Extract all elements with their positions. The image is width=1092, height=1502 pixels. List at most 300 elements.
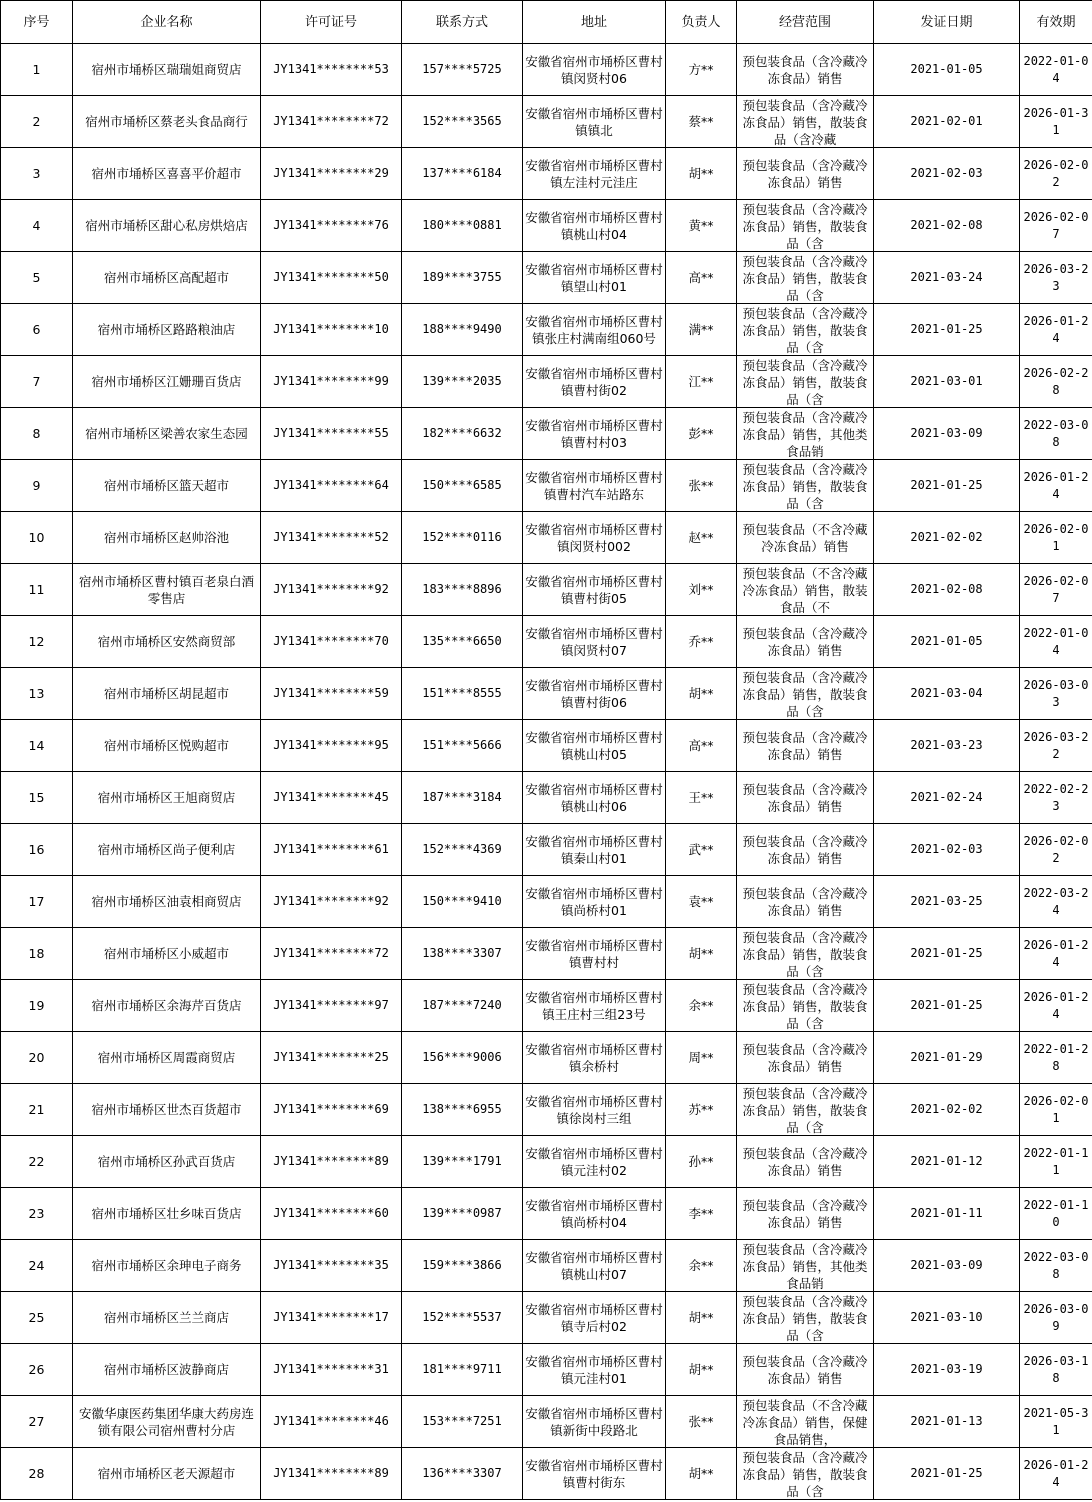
- cell-valid: [1020, 668, 1092, 720]
- cell-valid-text: 2026-02-01: [1023, 1093, 1089, 1125]
- table-row: [1, 1344, 1092, 1396]
- cell-address-text: 安徽省宿州市埇桥区曹村镇曹村街05: [525, 573, 663, 606]
- cell-scope: [737, 564, 874, 616]
- cell-issued: [874, 252, 1020, 304]
- cell-person: [666, 668, 737, 720]
- cell-person: [666, 408, 737, 460]
- cell-valid: [1020, 824, 1092, 876]
- cell-person: [666, 1084, 737, 1136]
- cell-scope-text: 预包装食品（含冷藏冷冻食品）销售: [742, 729, 868, 762]
- cell-valid: [1020, 356, 1092, 408]
- cell-phone: [402, 928, 523, 980]
- cell-scope-text: 预包装食品（含冷藏冷冻食品）销售，散装食品（含: [742, 357, 868, 407]
- cell-address: [523, 148, 666, 200]
- cell-license: [261, 1188, 402, 1240]
- cell-name: [73, 148, 261, 200]
- cell-issued-text: 2021-03-23: [910, 738, 983, 752]
- cell-scope-text: 预包装食品（含冷藏冷冻食品）销售: [742, 833, 868, 866]
- cell-phone-text: 135****6650: [422, 634, 502, 648]
- cell-phone-text: 139****0987: [422, 1206, 502, 1220]
- table-row: [1, 1084, 1092, 1136]
- cell-valid: [1020, 720, 1092, 772]
- cell-issued-text: 2021-03-19: [910, 1362, 983, 1376]
- cell-name-text: 安徽华康医药集团华康大药房连锁有限公司宿州曹村分店: [78, 1405, 254, 1438]
- cell-name-text: 宿州市埇桥区悦购超市: [103, 738, 229, 753]
- cell-name: [73, 668, 261, 720]
- cell-license-text: JY1341********52: [273, 530, 389, 544]
- cell-license-text: JY1341********46: [273, 1414, 389, 1428]
- cell-address-text: 安徽省宿州市埇桥区曹村镇桃山村07: [525, 1249, 663, 1282]
- cell-address-text: 安徽省宿州市埇桥区曹村镇尚桥村04: [525, 1197, 663, 1230]
- cell-issued: [874, 44, 1020, 96]
- cell-phone-text: 188****9490: [422, 322, 502, 336]
- cell-scope: [737, 148, 874, 200]
- table-row: [1, 616, 1092, 668]
- cell-license: [261, 1084, 402, 1136]
- cell-person-text: 高**: [688, 738, 714, 753]
- cell-license-text: JY1341********95: [273, 738, 389, 752]
- cell-valid: [1020, 96, 1092, 148]
- table-row: [1, 824, 1092, 876]
- cell-license: [261, 1396, 402, 1448]
- cell-address-text: 安徽省宿州市埇桥区曹村镇闵贤村06: [525, 53, 663, 86]
- cell-license: [261, 148, 402, 200]
- cell-person: [666, 512, 737, 564]
- cell-name-text: 宿州市埇桥区曹村镇百老泉白酒零售店: [78, 573, 254, 606]
- cell-no-text: 1: [32, 62, 41, 77]
- cell-issued: [874, 980, 1020, 1032]
- cell-license-text: JY1341********29: [273, 166, 389, 180]
- cell-phone-text: 153****7251: [422, 1414, 502, 1428]
- col-header-person: 负责人: [666, 1, 737, 44]
- cell-person: [666, 564, 737, 616]
- cell-issued: [874, 1240, 1020, 1292]
- cell-no: [1, 252, 73, 304]
- cell-phone-text: 139****2035: [422, 374, 502, 388]
- cell-address: [523, 772, 666, 824]
- cell-license: [261, 44, 402, 96]
- cell-issued: [874, 1084, 1020, 1136]
- cell-scope-text: 预包装食品（含冷藏冷冻食品）销售，散装食品（含: [742, 669, 868, 719]
- cell-address: [523, 928, 666, 980]
- cell-license-text: JY1341********99: [273, 374, 389, 388]
- cell-phone: [402, 876, 523, 928]
- cell-phone: [402, 668, 523, 720]
- cell-phone-text: 152****0116: [422, 530, 502, 544]
- cell-phone-text: 151****8555: [422, 686, 502, 700]
- cell-no: [1, 928, 73, 980]
- cell-person: [666, 1396, 737, 1448]
- table-row: [1, 928, 1092, 980]
- cell-no-text: 27: [28, 1414, 45, 1429]
- cell-name-text: 宿州市埇桥区壮乡味百货店: [91, 1206, 242, 1221]
- cell-address-text: 安徽省宿州市埇桥区曹村镇望山村01: [525, 261, 663, 294]
- cell-address: [523, 96, 666, 148]
- cell-phone: [402, 252, 523, 304]
- cell-issued-text: 2021-01-25: [910, 946, 983, 960]
- cell-person: [666, 44, 737, 96]
- cell-issued: [874, 1396, 1020, 1448]
- cell-name: [73, 44, 261, 96]
- cell-address-text: 安徽省宿州市埇桥区曹村镇尚桥村01: [525, 885, 663, 918]
- cell-no-text: 4: [32, 218, 41, 233]
- cell-issued: [874, 772, 1020, 824]
- cell-phone: [402, 772, 523, 824]
- cell-name-text: 宿州市埇桥区路路粮油店: [97, 322, 236, 337]
- cell-phone-text: 152****4369: [422, 842, 502, 856]
- cell-person: [666, 1448, 737, 1500]
- cell-no-text: 14: [28, 738, 45, 753]
- cell-no: [1, 96, 73, 148]
- cell-address: [523, 512, 666, 564]
- cell-issued: [874, 1448, 1020, 1500]
- cell-license: [261, 928, 402, 980]
- cell-person: [666, 1136, 737, 1188]
- cell-name: [73, 980, 261, 1032]
- cell-valid-text: 2022-02-23: [1023, 781, 1089, 813]
- cell-valid: [1020, 408, 1092, 460]
- cell-valid-text: 2022-01-04: [1023, 53, 1089, 85]
- cell-name-text: 宿州市埇桥区周霞商贸店: [97, 1050, 236, 1065]
- cell-issued-text: 2021-01-29: [910, 1050, 983, 1064]
- cell-no-text: 21: [28, 1102, 45, 1117]
- cell-person-text: 刘**: [688, 582, 714, 597]
- col-header-license: 许可证号: [261, 1, 402, 44]
- cell-address: [523, 1396, 666, 1448]
- cell-license-text: JY1341********89: [273, 1466, 389, 1480]
- cell-issued: [874, 460, 1020, 512]
- cell-scope: [737, 1344, 874, 1396]
- cell-person-text: 孙**: [688, 1154, 714, 1169]
- cell-issued-text: 2021-02-03: [910, 842, 983, 856]
- cell-name-text: 宿州市埇桥区瑞瑞姐商贸店: [91, 62, 242, 77]
- cell-scope-text: 预包装食品（含冷藏冷冻食品）销售，散装食品（含: [742, 929, 868, 979]
- cell-valid: [1020, 148, 1092, 200]
- cell-valid: [1020, 1188, 1092, 1240]
- cell-phone-text: 152****3565: [422, 114, 502, 128]
- cell-no-text: 22: [28, 1154, 45, 1169]
- cell-no: [1, 564, 73, 616]
- cell-address: [523, 460, 666, 512]
- cell-scope: [737, 1292, 874, 1344]
- header-row: [1, 1, 1092, 44]
- cell-phone: [402, 1396, 523, 1448]
- table-row: [1, 1448, 1092, 1500]
- cell-issued: [874, 200, 1020, 252]
- cell-person-text: 黄**: [688, 218, 714, 233]
- cell-scope: [737, 1396, 874, 1448]
- cell-person-text: 胡**: [688, 946, 714, 961]
- cell-valid: [1020, 1084, 1092, 1136]
- cell-scope: [737, 824, 874, 876]
- cell-scope: [737, 1084, 874, 1136]
- cell-license-text: JY1341********60: [273, 1206, 389, 1220]
- cell-no: [1, 44, 73, 96]
- cell-phone: [402, 616, 523, 668]
- table-row: [1, 772, 1092, 824]
- table-row: [1, 1136, 1092, 1188]
- cell-address: [523, 668, 666, 720]
- cell-valid-text: 2026-03-22: [1023, 729, 1089, 761]
- cell-address-text: 安徽省宿州市埇桥区曹村镇曹村街06: [525, 677, 663, 710]
- cell-person: [666, 1292, 737, 1344]
- cell-no-text: 20: [28, 1050, 45, 1065]
- cell-license: [261, 356, 402, 408]
- cell-license-text: JY1341********35: [273, 1258, 389, 1272]
- cell-no-text: 18: [28, 946, 45, 961]
- cell-issued: [874, 720, 1020, 772]
- col-header-scope: 经营范围: [737, 1, 874, 44]
- cell-license-text: JY1341********72: [273, 946, 389, 960]
- cell-name-text: 宿州市埇桥区篮天超市: [103, 478, 229, 493]
- cell-name: [73, 96, 261, 148]
- table-row: [1, 720, 1092, 772]
- cell-license: [261, 616, 402, 668]
- cell-license: [261, 720, 402, 772]
- cell-valid: [1020, 252, 1092, 304]
- cell-no-text: 5: [32, 270, 41, 285]
- cell-scope: [737, 720, 874, 772]
- table-row: [1, 200, 1092, 252]
- cell-address: [523, 1084, 666, 1136]
- cell-person-text: 方**: [688, 62, 714, 77]
- cell-issued-text: 2021-02-03: [910, 166, 983, 180]
- cell-address: [523, 1344, 666, 1396]
- cell-name-text: 宿州市埇桥区蔡老头食品商行: [85, 114, 248, 129]
- cell-issued-text: 2021-03-10: [910, 1310, 983, 1324]
- cell-scope: [737, 1136, 874, 1188]
- cell-name-text: 宿州市埇桥区老天源超市: [97, 1466, 236, 1481]
- cell-scope-text: 预包装食品（含冷藏冷冻食品）销售: [742, 1353, 868, 1386]
- cell-issued-text: 2021-01-05: [910, 634, 983, 648]
- col-header-no: 序号: [1, 1, 73, 44]
- cell-name: [73, 772, 261, 824]
- cell-scope: [737, 616, 874, 668]
- cell-scope-text: 预包装食品（含冷藏冷冻食品）销售，其他类食品销: [742, 409, 868, 459]
- cell-issued: [874, 1292, 1020, 1344]
- table-row: [1, 512, 1092, 564]
- cell-valid-text: 2026-03-03: [1023, 677, 1089, 709]
- cell-no: [1, 1240, 73, 1292]
- cell-issued-text: 2021-03-01: [910, 374, 983, 388]
- table-row: [1, 408, 1092, 460]
- cell-issued-text: 2021-02-02: [910, 530, 983, 544]
- cell-name-text: 宿州市埇桥区江姗珊百货店: [91, 374, 242, 389]
- col-header-issued: 发证日期: [874, 1, 1020, 44]
- table-row: [1, 1292, 1092, 1344]
- cell-valid: [1020, 1292, 1092, 1344]
- cell-no: [1, 876, 73, 928]
- cell-name-text: 宿州市埇桥区油袁相商贸店: [91, 894, 242, 909]
- cell-scope-text: 预包装食品（含冷藏冷冻食品）销售，散装食品（含: [742, 253, 868, 303]
- cell-license-text: JY1341********25: [273, 1050, 389, 1064]
- cell-name: [73, 304, 261, 356]
- cell-valid: [1020, 1240, 1092, 1292]
- cell-license-text: JY1341********59: [273, 686, 389, 700]
- cell-issued-text: 2021-03-24: [910, 270, 983, 284]
- cell-name: [73, 564, 261, 616]
- cell-issued: [874, 1344, 1020, 1396]
- cell-no-text: 12: [28, 634, 45, 649]
- cell-person: [666, 356, 737, 408]
- cell-valid: [1020, 772, 1092, 824]
- cell-name: [73, 460, 261, 512]
- cell-license: [261, 668, 402, 720]
- cell-valid: [1020, 1136, 1092, 1188]
- cell-address-text: 安徽省宿州市埇桥区曹村镇桃山村05: [525, 729, 663, 762]
- cell-valid-text: 2026-01-24: [1023, 937, 1089, 969]
- cell-license: [261, 96, 402, 148]
- cell-license-text: JY1341********61: [273, 842, 389, 856]
- cell-scope: [737, 356, 874, 408]
- cell-person: [666, 720, 737, 772]
- cell-valid: [1020, 1396, 1092, 1448]
- cell-valid: [1020, 512, 1092, 564]
- cell-scope-text: 预包装食品（不含冷藏冷冻食品）销售，保健食品销售，: [742, 1397, 868, 1447]
- cell-scope: [737, 1448, 874, 1500]
- cell-license: [261, 876, 402, 928]
- cell-address: [523, 200, 666, 252]
- cell-person: [666, 1032, 737, 1084]
- cell-scope-text: 预包装食品（含冷藏冷冻食品）销售: [742, 885, 868, 918]
- cell-phone: [402, 1136, 523, 1188]
- cell-phone: [402, 1084, 523, 1136]
- cell-valid-text: 2026-02-01: [1023, 521, 1089, 553]
- cell-person-text: 蔡**: [688, 114, 714, 129]
- cell-license-text: JY1341********97: [273, 998, 389, 1012]
- cell-name-text: 宿州市埇桥区安然商贸部: [97, 634, 236, 649]
- cell-scope: [737, 460, 874, 512]
- cell-phone-text: 152****5537: [422, 1310, 502, 1324]
- cell-scope: [737, 668, 874, 720]
- cell-valid-text: 2026-02-02: [1023, 157, 1089, 189]
- cell-person: [666, 1344, 737, 1396]
- cell-no: [1, 1136, 73, 1188]
- cell-valid-text: 2026-01-24: [1023, 313, 1089, 345]
- cell-address-text: 安徽省宿州市埇桥区曹村镇曹村街02: [525, 365, 663, 398]
- cell-no-text: 11: [28, 582, 45, 597]
- cell-scope: [737, 1032, 874, 1084]
- cell-person-text: 满**: [688, 322, 714, 337]
- cell-phone-text: 150****9410: [422, 894, 502, 908]
- cell-license-text: JY1341********72: [273, 114, 389, 128]
- cell-issued-text: 2021-02-08: [910, 582, 983, 596]
- cell-scope-text: 预包装食品（含冷藏冷冻食品）销售，散装食品（含: [742, 461, 868, 511]
- cell-person: [666, 96, 737, 148]
- cell-valid-text: 2021-05-31: [1023, 1405, 1089, 1437]
- cell-scope: [737, 44, 874, 96]
- cell-phone-text: 182****6632: [422, 426, 502, 440]
- cell-valid-text: 2026-02-07: [1023, 209, 1089, 241]
- cell-address-text: 安徽省宿州市埇桥区曹村镇桃山村06: [525, 781, 663, 814]
- cell-phone: [402, 148, 523, 200]
- cell-no: [1, 980, 73, 1032]
- cell-address-text: 安徽省宿州市埇桥区曹村镇桃山村04: [525, 209, 663, 242]
- col-header-address: 地址: [523, 1, 666, 44]
- cell-issued-text: 2021-01-25: [910, 1466, 983, 1480]
- cell-phone: [402, 96, 523, 148]
- cell-phone: [402, 1344, 523, 1396]
- cell-issued-text: 2021-01-25: [910, 322, 983, 336]
- cell-phone: [402, 356, 523, 408]
- cell-scope-text: 预包装食品（含冷藏冷冻食品）销售: [742, 781, 868, 814]
- cell-valid: [1020, 928, 1092, 980]
- cell-no: [1, 1448, 73, 1500]
- cell-no-text: 19: [28, 998, 45, 1013]
- cell-address-text: 安徽省宿州市埇桥区曹村镇镇北: [525, 105, 663, 138]
- cell-license-text: JY1341********31: [273, 1362, 389, 1376]
- cell-no-text: 24: [28, 1258, 45, 1273]
- cell-phone: [402, 1032, 523, 1084]
- table-row: [1, 668, 1092, 720]
- table-row: [1, 460, 1092, 512]
- cell-no-text: 16: [28, 842, 45, 857]
- cell-address: [523, 1292, 666, 1344]
- cell-license: [261, 772, 402, 824]
- cell-scope-text: 预包装食品（含冷藏冷冻食品）销售，散装食品（含: [742, 201, 868, 251]
- cell-valid-text: 2026-03-23: [1023, 261, 1089, 293]
- cell-scope-text: 预包装食品（含冷藏冷冻食品）销售: [742, 1041, 868, 1074]
- table-row: [1, 96, 1092, 148]
- cell-no: [1, 148, 73, 200]
- cell-phone-text: 183****8896: [422, 582, 502, 596]
- cell-valid-text: 2022-01-11: [1023, 1145, 1089, 1177]
- cell-person-text: 李**: [688, 1206, 714, 1221]
- cell-address-text: 安徽省宿州市埇桥区曹村镇闵贤村002: [525, 521, 663, 554]
- cell-name: [73, 720, 261, 772]
- cell-address: [523, 564, 666, 616]
- cell-phone: [402, 460, 523, 512]
- cell-license-text: JY1341********17: [273, 1310, 389, 1324]
- cell-issued-text: 2021-03-25: [910, 894, 983, 908]
- col-header-phone: 联系方式: [402, 1, 523, 44]
- cell-scope: [737, 928, 874, 980]
- cell-address-text: 安徽省宿州市埇桥区曹村镇王庄村三组23号: [525, 989, 663, 1022]
- cell-address: [523, 304, 666, 356]
- cell-no-text: 7: [32, 374, 41, 389]
- cell-license-text: JY1341********10: [273, 322, 389, 336]
- cell-phone-text: 139****1791: [422, 1154, 502, 1168]
- cell-no-text: 15: [28, 790, 45, 805]
- cell-person: [666, 1188, 737, 1240]
- cell-scope-text: 预包装食品（含冷藏冷冻食品）销售: [742, 1197, 868, 1230]
- cell-issued: [874, 824, 1020, 876]
- cell-license: [261, 408, 402, 460]
- cell-address: [523, 1448, 666, 1500]
- cell-no-text: 10: [28, 530, 45, 545]
- cell-valid: [1020, 44, 1092, 96]
- cell-license: [261, 1448, 402, 1500]
- cell-name: [73, 928, 261, 980]
- cell-address: [523, 616, 666, 668]
- cell-scope-text: 预包装食品（含冷藏冷冻食品）销售，散装食品（含: [742, 1293, 868, 1343]
- cell-name: [73, 1292, 261, 1344]
- cell-issued-text: 2021-01-13: [910, 1414, 983, 1428]
- cell-phone-text: 138****3307: [422, 946, 502, 960]
- cell-address: [523, 44, 666, 96]
- cell-phone: [402, 1448, 523, 1500]
- cell-scope-text: 预包装食品（含冷藏冷冻食品）销售，散装食品（含冷藏: [742, 97, 868, 147]
- cell-issued: [874, 564, 1020, 616]
- cell-no-text: 9: [32, 478, 41, 493]
- cell-phone: [402, 304, 523, 356]
- cell-scope-text: 预包装食品（含冷藏冷冻食品）销售，散装食品（含: [742, 305, 868, 355]
- cell-issued-text: 2021-03-04: [910, 686, 983, 700]
- cell-person-text: 江**: [688, 374, 714, 389]
- cell-name-text: 宿州市埇桥区尚子便利店: [97, 842, 236, 857]
- cell-valid: [1020, 460, 1092, 512]
- cell-name: [73, 1136, 261, 1188]
